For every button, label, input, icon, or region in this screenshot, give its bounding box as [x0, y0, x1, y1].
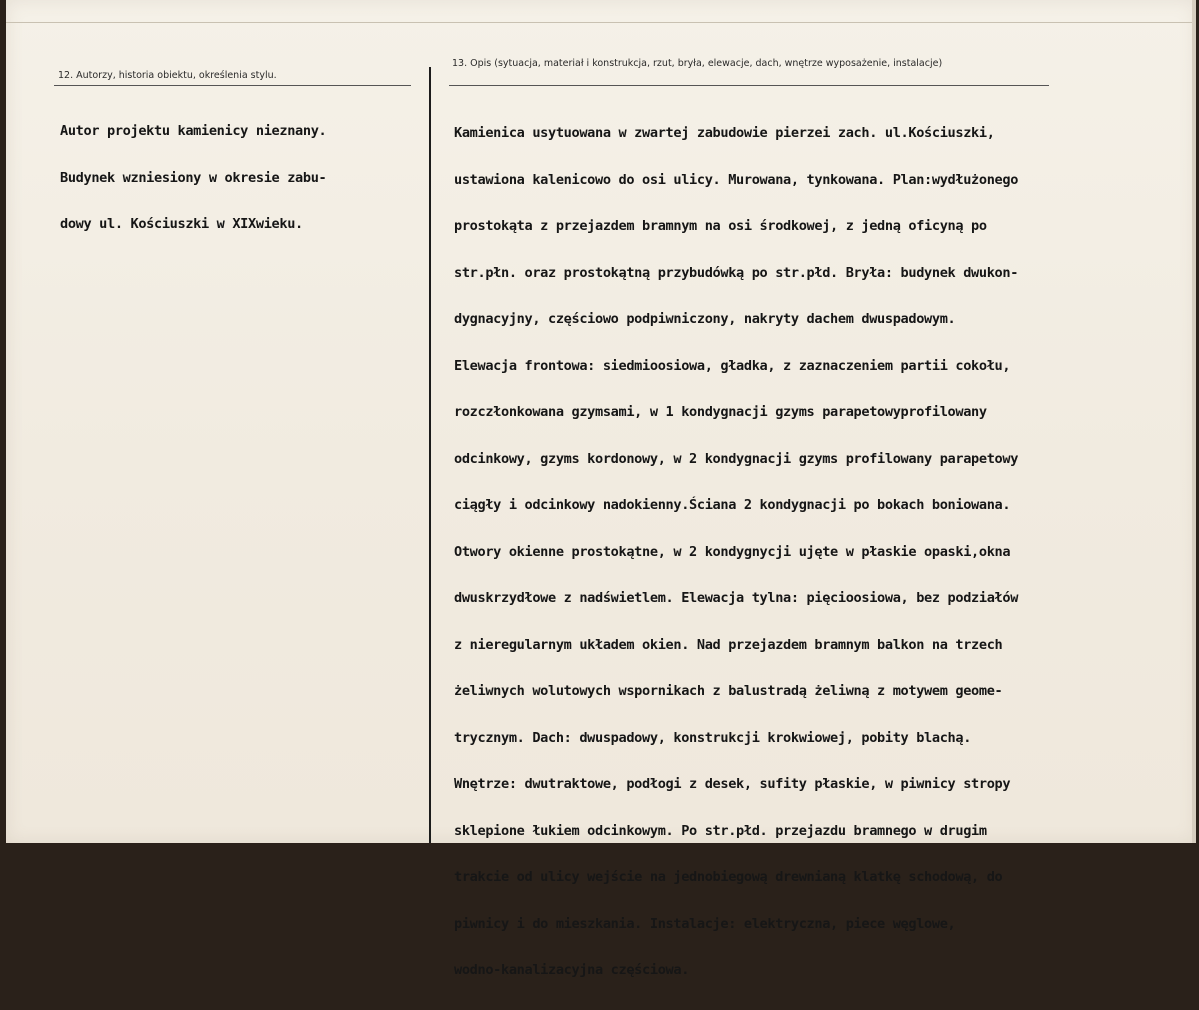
- section-13-line: dwuskrzydłowe z nadświetlem. Elewacja tylna: pięcioosiowa, bez podziałów: [454, 590, 1019, 606]
- top-fold-strip: [6, 0, 1196, 23]
- section-13-line: żeliwnych wolutowych wspornikach z balustradą żeliwną z motywem geome-: [454, 683, 1003, 699]
- section-13-line: z nieregularnym układem okien. Nad przejazdem bramnym balkon na trzech: [454, 636, 1003, 653]
- section-13-line: trakcie od ulicy wejście na jednobiegową drewnianą klatkę schodową, do: [454, 869, 1003, 885]
- section-13-line: odcinkowy, gzyms kordonowy, w 2 kondygnacji gzyms profilowany parapetowy: [454, 450, 1019, 467]
- section-13-line: Wnętrze: dwutraktowe, podłogi z desek, sufity płaskie, w piwnicy stropy: [454, 776, 1011, 792]
- section-13-line: rozczłonkowana gzymsami, w 1 kondygnacji gzyms parapetowyprofilowany: [454, 404, 987, 420]
- card-right-edge: [1192, 0, 1196, 843]
- column-divider: [429, 67, 431, 843]
- document-sheet: [6, 0, 1196, 978]
- section-12-rule: [54, 85, 411, 86]
- section-13-line: prostokąta z przejazdem bramnym na osi środkowej, z jedną oficyną po: [454, 218, 987, 234]
- section-13-header: 13. Opis (sytuacja, materiał i konstrukcja, rzut, bryła, elewacje, dach, wnętrze wyposażenie, instalacje): [452, 58, 943, 69]
- section-13-line: dygnacyjny, częściowo podpiwniczony, nakryty dachem dwuspadowym.: [454, 311, 956, 327]
- section-13-line: Otwory okienne prostokątne, w 2 kondygnycji ujęte w płaskie opaski,okna: [454, 543, 1011, 560]
- section-13-text: [454, 95, 1018, 1010]
- section-13-line: trycznym. Dach: dwuspadowy, konstrukcji krokwiowej, pobity blachą.: [454, 729, 972, 746]
- section-12-line: Autor projektu kamienicy nieznany.: [60, 123, 327, 139]
- section-13-line: Kamienica usytuowana w zwartej zabudowie pierzei zach. ul.Kościuszki,: [454, 125, 995, 141]
- section-13-line: ustawiona kalenicowo do osi ulicy. Murowana, tynkowana. Plan:wydłużonego: [454, 171, 1019, 188]
- section-13-rule: [449, 85, 1049, 86]
- section-13-line: ciągły i odcinkowy nadokienny.Ściana 2 kondygnacji po bokach boniowana.: [454, 497, 1011, 513]
- section-12-line: dowy ul. Kościuszki w XIXwieku.: [60, 216, 303, 232]
- section-12-header: 12. Autorzy, historia obiektu, określenia stylu.: [58, 70, 277, 81]
- section-12-text: [60, 93, 326, 264]
- section-13-line: sklepione łukiem odcinkowym. Po str.płd. przejazdu bramnego w drugim: [454, 822, 987, 839]
- section-13-line: wodno-kanalizacyjna częściowa.: [454, 962, 690, 978]
- section-13-line: str.płn. oraz prostokątną przybudówką po str.płd. Bryła: budynek dwukon-: [454, 264, 1019, 281]
- section-12-line: Budynek wzniesiony w okresie zabu-: [60, 169, 327, 186]
- section-13-line: Elewacja frontowa: siedmioosiowa, gładka, z zaznaczeniem partii cokołu,: [454, 357, 1011, 374]
- section-13-line: piwnicy i do mieszkania. Instalacje: elektryczna, piece węglowe,: [454, 915, 956, 932]
